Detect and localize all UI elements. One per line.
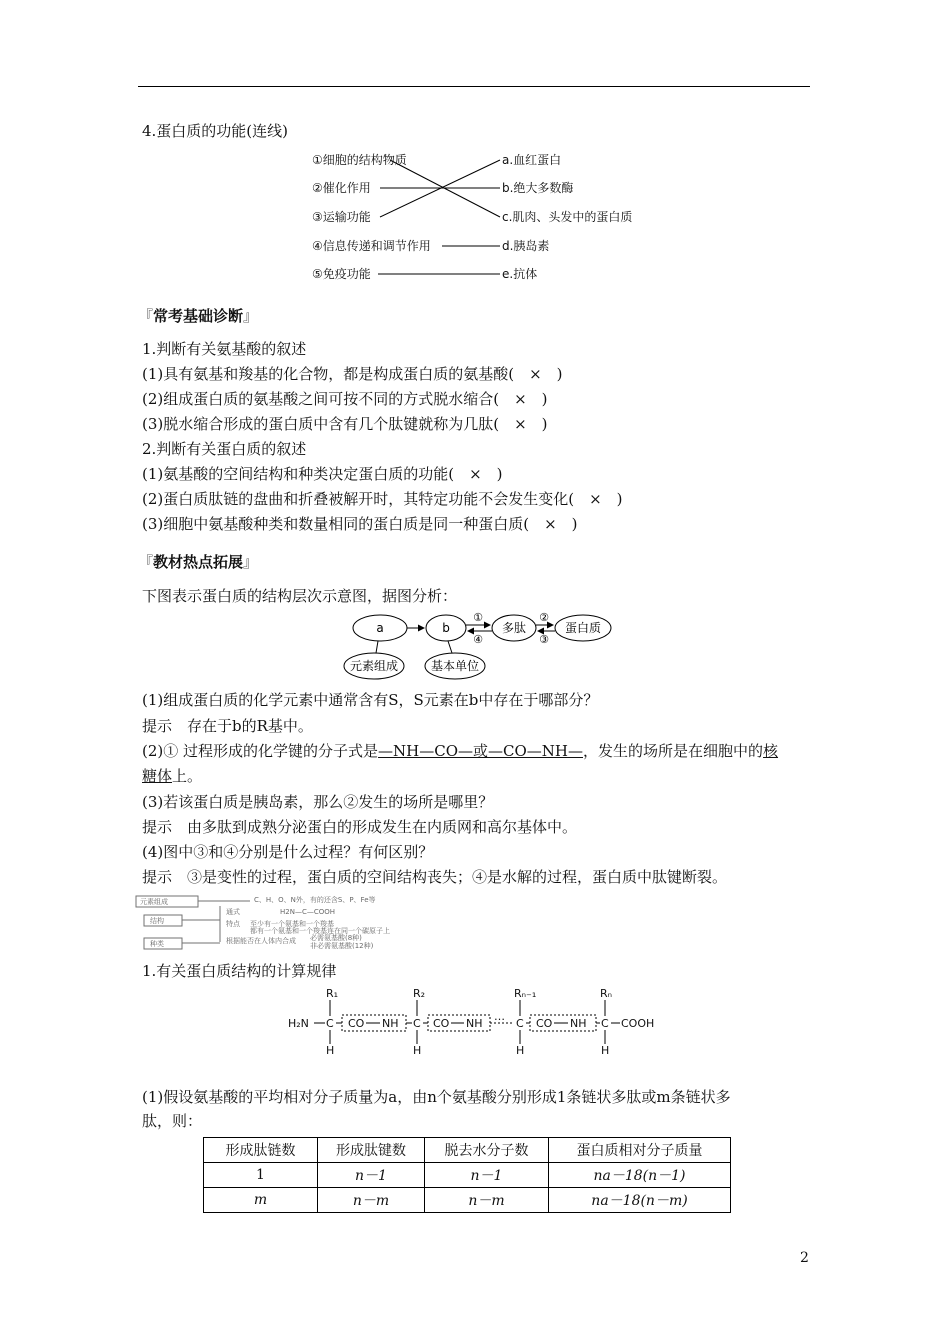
tag-text: 教材热点拓展 — [153, 553, 244, 571]
formula-c: C — [516, 1017, 524, 1030]
table-cell: 1 — [204, 1163, 318, 1188]
question-2 — [142, 742, 778, 760]
calc-title: 1.有关蛋白质结构的计算规律 — [142, 962, 337, 980]
summary-concept-map — [130, 892, 490, 952]
formula-h2n: H₂N — [288, 1017, 309, 1030]
link-a-element — [376, 641, 378, 653]
calc-table — [203, 1137, 731, 1213]
q2-answer-site: 核 — [763, 742, 779, 760]
judgement-item: (1)氨基酸的空间结构和种类决定蛋白质的功能( × ) — [142, 465, 503, 483]
question-2-cont — [142, 767, 202, 785]
summary-line: C、H、O、N外，有的还含S、P、Fe等 — [254, 896, 376, 904]
section-tag-diagnosis — [138, 305, 258, 326]
summary-line: 通式 — [226, 908, 240, 916]
node-unit-label: 基本单位 — [430, 659, 480, 673]
calc-paragraph: 肽，则： — [142, 1112, 203, 1130]
formula-c: C — [601, 1017, 609, 1030]
judgement-item: (1)具有氨基和羧基的化合物，都是构成蛋白质的氨基酸( × ) — [142, 365, 563, 383]
formula-h: H — [601, 1044, 610, 1057]
answer-3: 提示 由多肽到成熟分泌蛋白的形成发生在内质网和高尔基体中。 — [142, 818, 578, 836]
left-item: ②催化作用 — [312, 181, 371, 195]
question-3: (3)若该蛋白质是胰岛素，那么②发生的场所是哪里？ — [142, 793, 494, 811]
node-element-label: 元素组成 — [349, 659, 399, 673]
formula-h: H — [413, 1044, 422, 1057]
q2-text: (2)① 过程形成的化学键的分子式是 — [142, 742, 379, 760]
formula-nh: NH — [570, 1017, 587, 1030]
answer-1: 提示 存在于b的R基中。 — [142, 717, 313, 735]
formula-co: CO — [536, 1017, 553, 1030]
section4-title: 4.蛋白质的功能(连线) — [142, 122, 289, 140]
table-cell: n－m — [425, 1188, 549, 1213]
formula-c: C — [326, 1017, 334, 1030]
node-peptide-label: 多肽 — [501, 621, 527, 635]
step-3-label: ③ — [539, 633, 549, 646]
judgement-item: (2)组成蛋白质的氨基酸之间可按不同的方式脱水缩合( × ) — [142, 390, 548, 408]
node-b-label: b — [442, 621, 450, 635]
calc-paragraph: (1)假设氨基酸的平均相对分子质量为a，由n个氨基酸分别形成1条链状多肽或m条链状多 — [142, 1088, 731, 1106]
table-row — [204, 1188, 731, 1213]
right-item: c.肌肉、头发中的蛋白质 — [502, 210, 633, 224]
box-type-label: 种类 — [150, 940, 164, 948]
formula-h: H — [326, 1044, 335, 1057]
question-title: 2.判断有关蛋白质的叙述 — [142, 440, 307, 458]
formula-dots: … — [494, 1010, 505, 1023]
summary-line: 都有一个氨基和一个羧基连在同一个碳原子上 — [250, 927, 390, 935]
right-item: d.胰岛素 — [502, 239, 550, 253]
node-protein-label: 蛋白质 — [564, 621, 602, 635]
tag-bracket: 『 — [138, 553, 154, 571]
formula-c: C — [413, 1017, 421, 1030]
right-item: b.绝大多数酶 — [502, 181, 574, 195]
step-4-label: ④ — [473, 633, 483, 646]
step-2-label: ② — [539, 611, 549, 624]
node-a-label: a — [376, 621, 384, 635]
formula-co: CO — [348, 1017, 365, 1030]
formula-r2: R₂ — [413, 988, 426, 1000]
question-1: (1)组成蛋白质的化学元素中通常含有S，S元素在b中存在于哪部分？ — [142, 691, 599, 709]
formula-nh: NH — [382, 1017, 399, 1030]
judgement-item: (3)脱水缩合形成的蛋白质中含有几个肽键就称为几肽( × ) — [142, 415, 548, 433]
summary-line: 至少有一个氨基和一个羧基 — [250, 920, 334, 928]
table-header: 形成肽键数 — [318, 1138, 425, 1163]
question-4: (4)图中③和④分别是什么过程？有何区别？ — [142, 843, 434, 861]
judgement-item: (3)细胞中氨基酸种类和数量相同的蛋白质是同一种蛋白质( × ) — [142, 515, 578, 533]
judgement-item: (2)蛋白质肽链的盘曲和折叠被解开时，其特定功能不会发生变化( × ) — [142, 490, 623, 508]
summary-line: 必需氨基酸(8种) — [310, 934, 362, 942]
formula-rn: Rₙ — [600, 988, 613, 1000]
link-b-unit — [448, 641, 452, 653]
table-cell: na－18(n－m) — [549, 1188, 731, 1213]
formula-h: H — [516, 1044, 525, 1057]
q2-answer-site: 糖体 — [142, 767, 173, 785]
tag-bracket: 『 — [138, 307, 154, 325]
formula-co: CO — [433, 1017, 450, 1030]
matching-lines — [0, 0, 950, 300]
summary-line: 特点 — [226, 920, 240, 928]
table-cell: n－1 — [318, 1163, 425, 1188]
section-tag-expand — [138, 551, 258, 572]
table-header: 形成肽链数 — [204, 1138, 318, 1163]
table-row — [204, 1163, 731, 1188]
page-number: 2 — [800, 1250, 809, 1266]
box-element-label: 元素组成 — [140, 898, 168, 906]
formula-r1: R₁ — [326, 988, 339, 1000]
summary-line: H2N—C—COOH — [280, 908, 336, 916]
table-cell: m — [204, 1188, 318, 1213]
formula-rn1: Rₙ₋₁ — [514, 988, 537, 1000]
box-structure-label: 结构 — [150, 917, 164, 925]
formula-cooh: COOH — [621, 1017, 655, 1030]
summary-line: 非必需氨基酸(12种) — [310, 942, 374, 950]
q2-text: ，发生的场所是在细胞中的 — [583, 742, 764, 760]
tag-text: 常考基础诊断 — [153, 307, 244, 325]
tag-bracket: 』 — [243, 307, 259, 325]
table-header-row — [204, 1138, 731, 1163]
table-header: 蛋白质相对分子质量 — [549, 1138, 731, 1163]
left-item: ③运输功能 — [312, 210, 371, 224]
tag-bracket: 』 — [243, 553, 259, 571]
answer-4: 提示 ③是变性的过程，蛋白质的空间结构丧失；④是水解的过程，蛋白质中肽键断裂。 — [142, 868, 728, 886]
peptide-chain-formula — [280, 988, 680, 1058]
left-item: ④信息传递和调节作用 — [312, 239, 431, 253]
structure-flow-diagram — [330, 608, 620, 688]
formula-nh: NH — [466, 1017, 483, 1030]
table-cell: n－1 — [425, 1163, 549, 1188]
step-1-label: ① — [473, 611, 483, 624]
q2-answer-formula: —NH—CO—或—CO—NH— — [378, 742, 583, 760]
table-cell: n－m — [318, 1188, 425, 1213]
q2-text: 上。 — [172, 767, 203, 785]
left-item: ①细胞的结构物质 — [312, 153, 407, 167]
right-item: e.抗体 — [502, 267, 538, 281]
table-header: 脱去水分子数 — [425, 1138, 549, 1163]
right-item: a.血红蛋白 — [502, 153, 562, 167]
intro-text: 下图表示蛋白质的结构层次示意图，据图分析： — [142, 587, 458, 605]
table-cell: na－18(n－1) — [549, 1163, 731, 1188]
left-item: ⑤免疫功能 — [312, 267, 371, 281]
summary-line: 根据能否在人体内合成 — [226, 937, 296, 945]
question-title: 1.判断有关氨基酸的叙述 — [142, 340, 307, 358]
